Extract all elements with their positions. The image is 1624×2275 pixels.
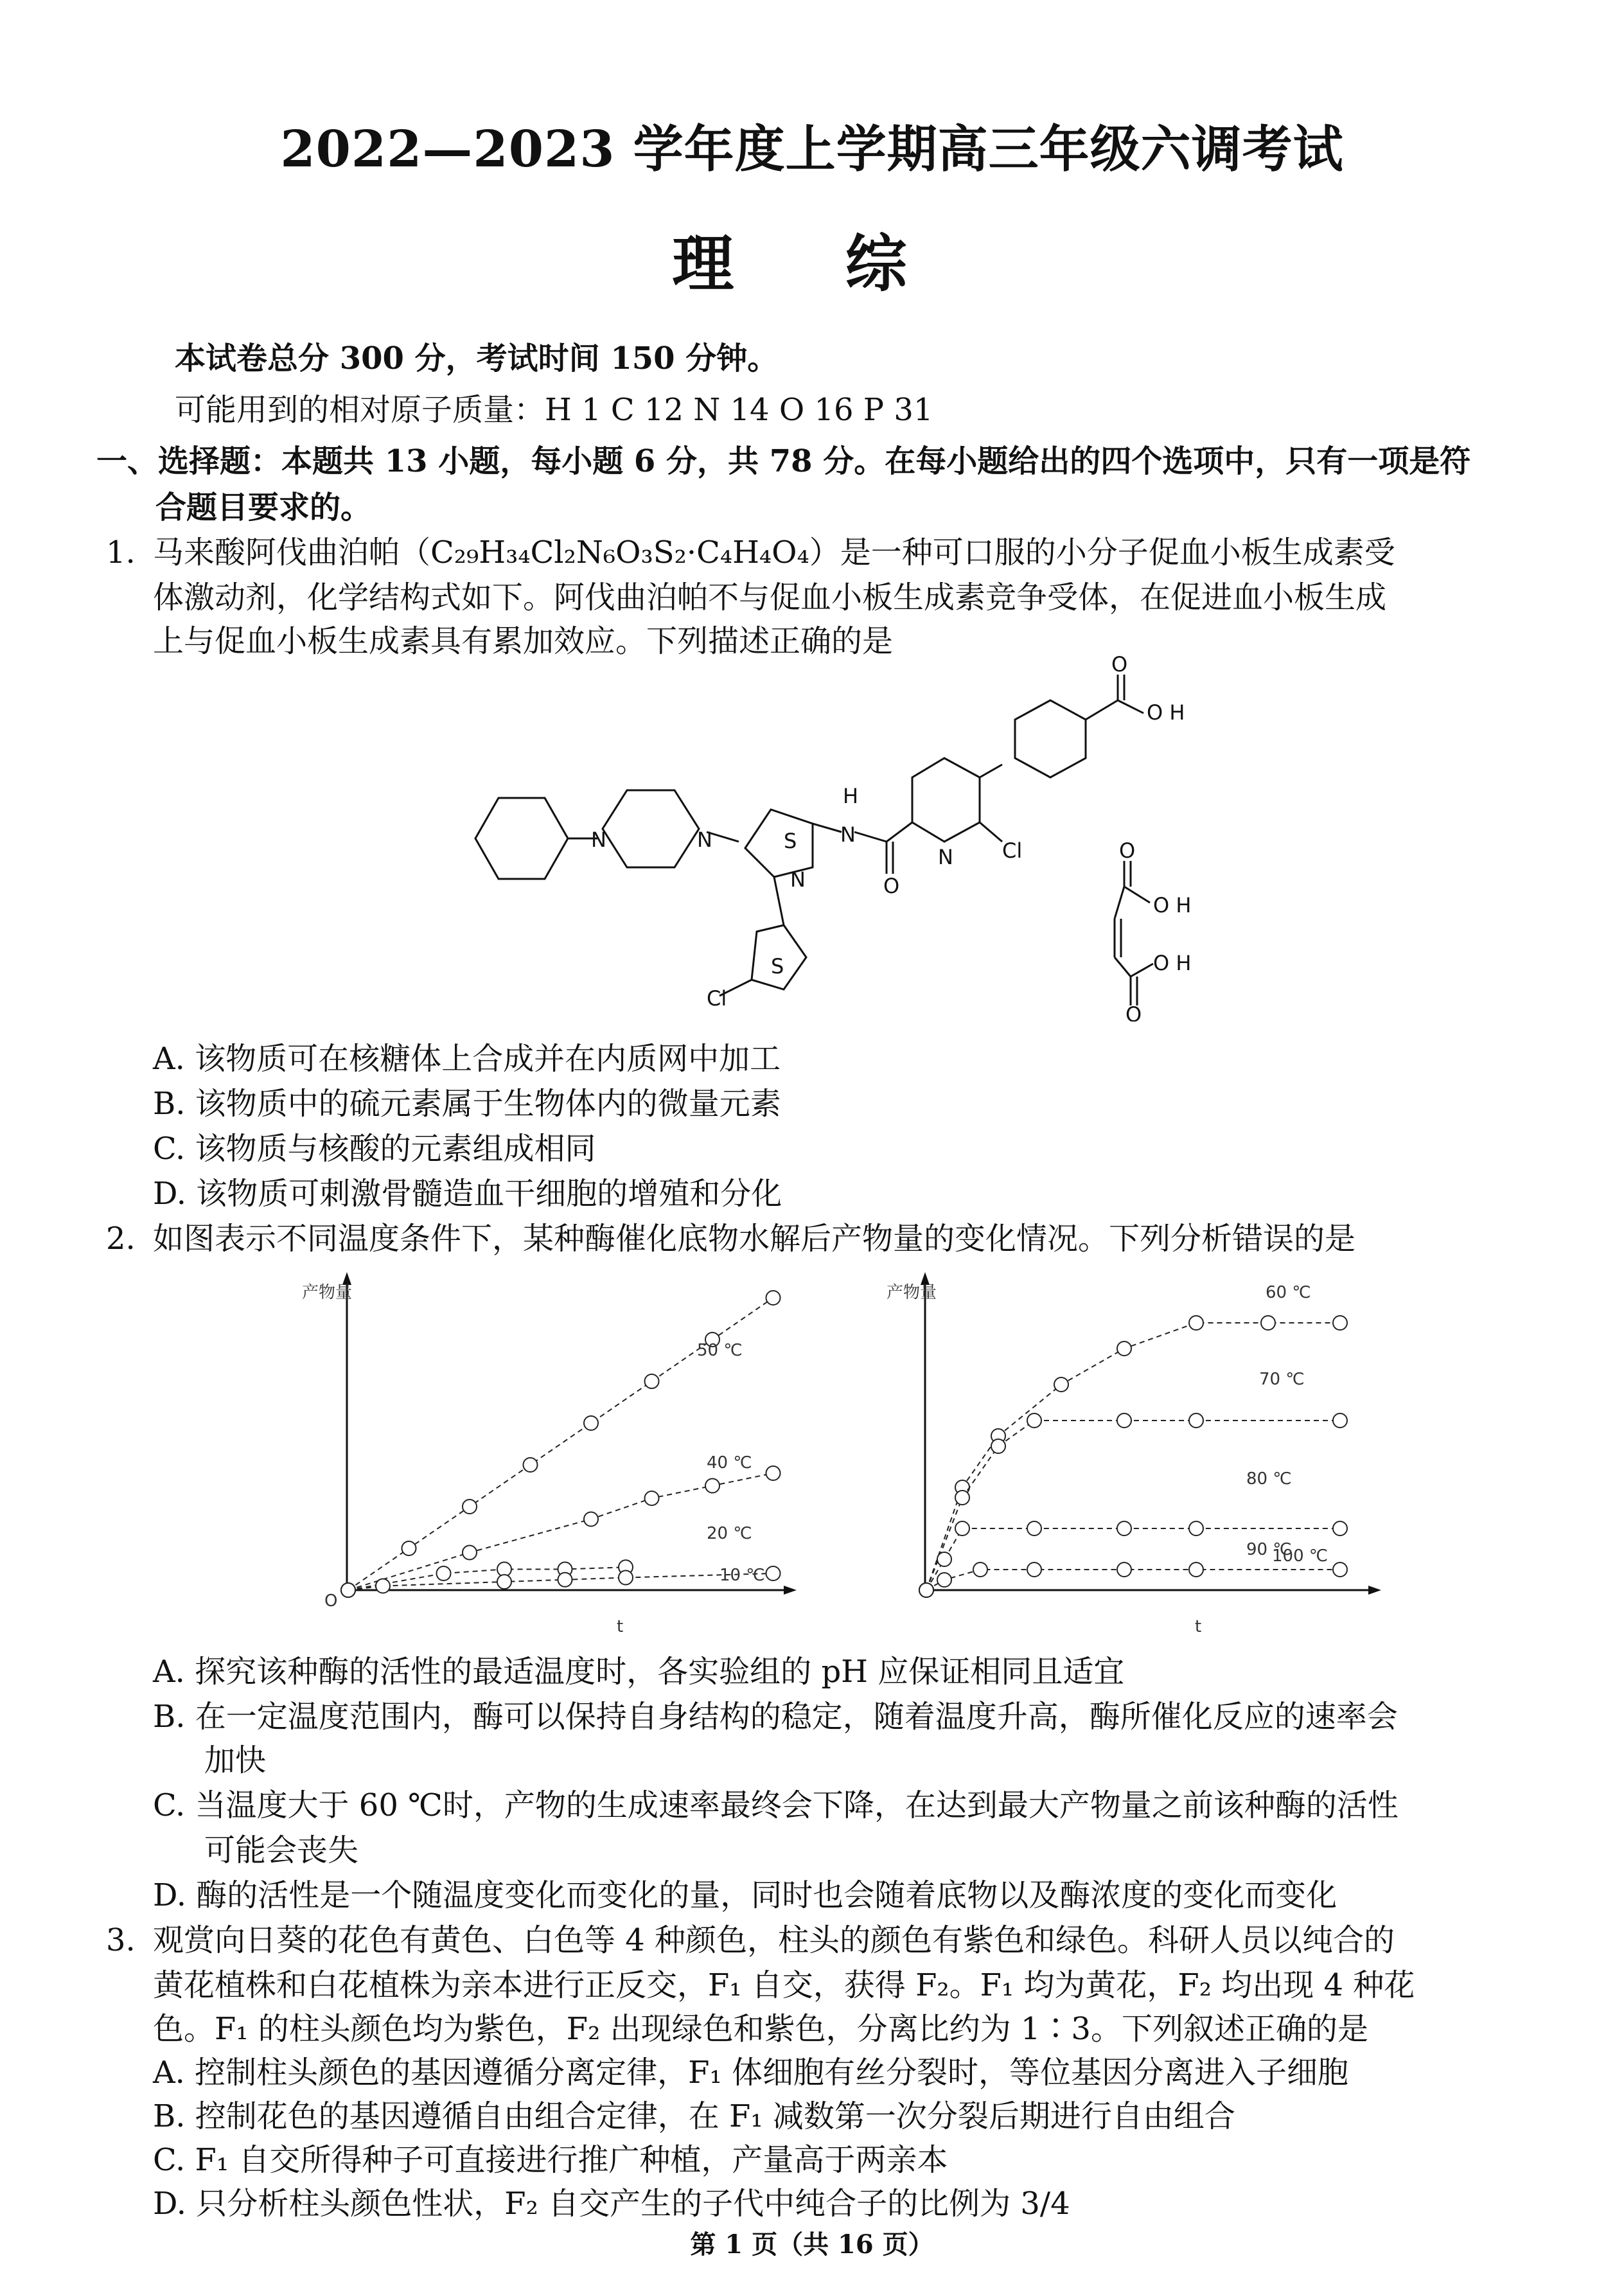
subject-title: 理 综 [672,227,952,300]
atom-label: Cl [1002,838,1023,863]
q3-stem-line: 黄花植株和白花植株为亲本进行正反交，F₁ 自交，获得 F₂。F₁ 均为黄花，F₂ 均出现 4 种花 [153,1967,1415,2003]
question-number: 2. [106,1221,136,1257]
data-point [1189,1562,1203,1577]
data-point [1117,1562,1131,1577]
chart1-series-group [341,1291,781,1597]
data-point [955,1491,969,1505]
avatrombopag-structure [450,655,1246,1022]
data-point [937,1573,951,1587]
series-label: 50 ℃ [697,1341,743,1360]
data-point [645,1374,659,1388]
data-point [1333,1316,1347,1330]
q1-option-b: B. 该物质中的硫元素属于生物体内的微量元素 [153,1086,781,1122]
data-point [1027,1521,1041,1536]
q1-option-a: A. 该物质可在核糖体上合成并在内质网中加工 [153,1041,781,1077]
series-label: 10 ℃ [719,1566,765,1585]
data-point [705,1479,719,1493]
page-footer: 第 1 页（共 16 页） [690,2229,934,2260]
data-point [1333,1562,1347,1577]
q1-stem-line: 上与促血小板生成素具有累加效应。下列描述正确的是 [153,623,894,659]
section-heading-cont: 合题目要求的。 [155,490,372,526]
exam-title: 2022—2023 学年度上学期高三年级六调考试 [280,120,1344,179]
series-label: 70 ℃ [1259,1370,1305,1389]
data-point [1333,1521,1347,1536]
atom-label: O [1119,838,1136,863]
q3-option-d: D. 只分析柱头颜色性状，F₂ 自交产生的子代中纯合子的比例为 3/4 [153,2186,1070,2222]
data-point [766,1466,781,1480]
data-point [558,1573,572,1587]
data-point [991,1439,1005,1453]
atom-label: S [771,954,784,978]
question-number: 1. [106,535,136,571]
atom-label: Cl [707,986,727,1011]
data-point [919,1583,933,1597]
data-point [1117,1521,1131,1536]
q1-stem-line: 体激动剂，化学结构式如下。阿伐曲泊帕不与促血小板生成素竞争受体，在促进血小板生成 [153,580,1387,615]
q3-stem-line: 观赏向日葵的花色有黄色、白色等 4 种颜色，柱头的颜色有紫色和绿色。科研人员以纯合的 [153,1922,1395,1958]
enzyme-chart-low-temp [276,1259,803,1651]
y-axis-label: 产物量 [887,1283,937,1302]
data-point [1189,1316,1203,1330]
series-label: 100 ℃ [1272,1546,1328,1566]
q1-option-c: C. 该物质与核酸的元素组成相同 [153,1131,596,1167]
data-point [955,1521,969,1536]
atom-label: H [843,784,859,808]
y-axis-label: 产物量 [302,1283,353,1302]
data-point [584,1416,598,1430]
atom-label: N [938,845,953,869]
data-point [766,1291,781,1305]
atom-label: O H [1153,951,1192,975]
atom-label: N [697,828,712,852]
data-point [619,1571,633,1585]
data-point [1261,1316,1275,1330]
q3-option-b: B. 控制花色的基因遵循自由组合定律，在 F₁ 减数第一次分裂后期进行自由组合 [153,2098,1235,2134]
data-point [1117,1413,1131,1428]
q1-stem-line: 马来酸阿伐曲泊帕（C₂₉H₃₄Cl₂N₆O₃S₂·C₄H₄O₄）是一种可口服的小分子促血小板生成素受 [153,535,1395,571]
series-label: 20 ℃ [707,1524,752,1543]
atom-label: O [883,874,900,898]
data-point [1027,1413,1041,1428]
data-point [1117,1341,1131,1356]
data-point [1189,1413,1203,1428]
q2-option-b-cont: 加快 [204,1742,267,1778]
origin-label: O [324,1591,338,1611]
series-line [926,1570,1340,1590]
x-axis-label: t [1195,1617,1202,1636]
q1-option-d: D. 该物质可刺激骨髓造血干细胞的增殖和分化 [153,1176,782,1212]
q3-option-a: A. 控制柱头颜色的基因遵循分离定律，F₁ 体细胞有丝分裂时，等位基因分离进入子细胞 [153,2055,1348,2091]
data-point [437,1566,451,1580]
data-point [497,1575,511,1589]
atom-label: N [790,867,806,892]
q2-stem: 如图表示不同温度条件下，某种酶催化底物水解后产物量的变化情况。下列分析错误的是 [153,1221,1356,1257]
q2-option-b: B. 在一定温度范围内，酶可以保持自身结构的稳定，随着温度升高，酶所催化反应的速率会 [153,1699,1398,1735]
data-point [463,1500,477,1514]
data-point [937,1552,951,1566]
series-label: 80 ℃ [1246,1469,1292,1489]
atom-label: O [1125,1002,1142,1022]
series-label: 40 ℃ [707,1453,752,1473]
q2-option-c: C. 当温度大于 60 ℃时，产物的生成速率最终会下降，在达到最大产物量之前该种酶的活性 [153,1787,1399,1823]
exam-total-info: 本试卷总分 300 分，考试时间 150 分钟。 [175,341,779,376]
data-point [402,1541,416,1555]
series-label: 90 ℃ [1246,1540,1292,1559]
atom-label: S [784,829,797,853]
series-label: 60 ℃ [1266,1283,1311,1302]
q3-stem-line: 色。F₁ 的柱头颜色均为紫色，F₂ 出现绿色和紫色，分离比约为 1∶3。下列叙述正确的是 [153,2011,1368,2047]
data-point [463,1546,477,1560]
data-point [524,1458,538,1472]
data-point [1333,1413,1347,1428]
q2-option-d: D. 酶的活性是一个随温度变化而变化的量，同时也会随着底物以及酶浓度的变化而变化 [153,1877,1337,1913]
atom-label: O [1111,655,1128,677]
atom-label: N [840,822,856,847]
q2-option-a: A. 探究该种酶的活性的最适温度时，各实验组的 pH 应保证相同且适宜 [153,1654,1125,1690]
atom-label: N [591,828,606,852]
x-axis-label: t [617,1617,624,1636]
data-point [1189,1521,1203,1536]
question-number: 3. [106,1922,136,1958]
data-point [645,1491,659,1505]
data-point [766,1566,781,1580]
q2-option-c-cont: 可能会丧失 [204,1832,359,1868]
atom-label: O H [1147,700,1185,725]
data-point [584,1512,598,1527]
enzyme-chart-high-temp [887,1259,1388,1651]
data-point [341,1583,355,1597]
data-point [376,1579,390,1593]
atomic-mass-info: 可能用到的相对原子质量：H 1 C 12 N 14 O 16 P 31 [175,392,933,428]
data-point [1027,1562,1041,1577]
data-point [1054,1377,1068,1392]
data-point [973,1562,987,1577]
atom-label: O H [1153,893,1192,917]
section-heading: 一、选择题：本题共 13 小题，每小题 6 分，共 78 分。在每小题给出的四个选项中，只有一项是符 [96,443,1471,479]
q3-option-c: C. F₁ 自交所得种子可直接进行推广种植，产量高于两亲本 [153,2142,948,2178]
